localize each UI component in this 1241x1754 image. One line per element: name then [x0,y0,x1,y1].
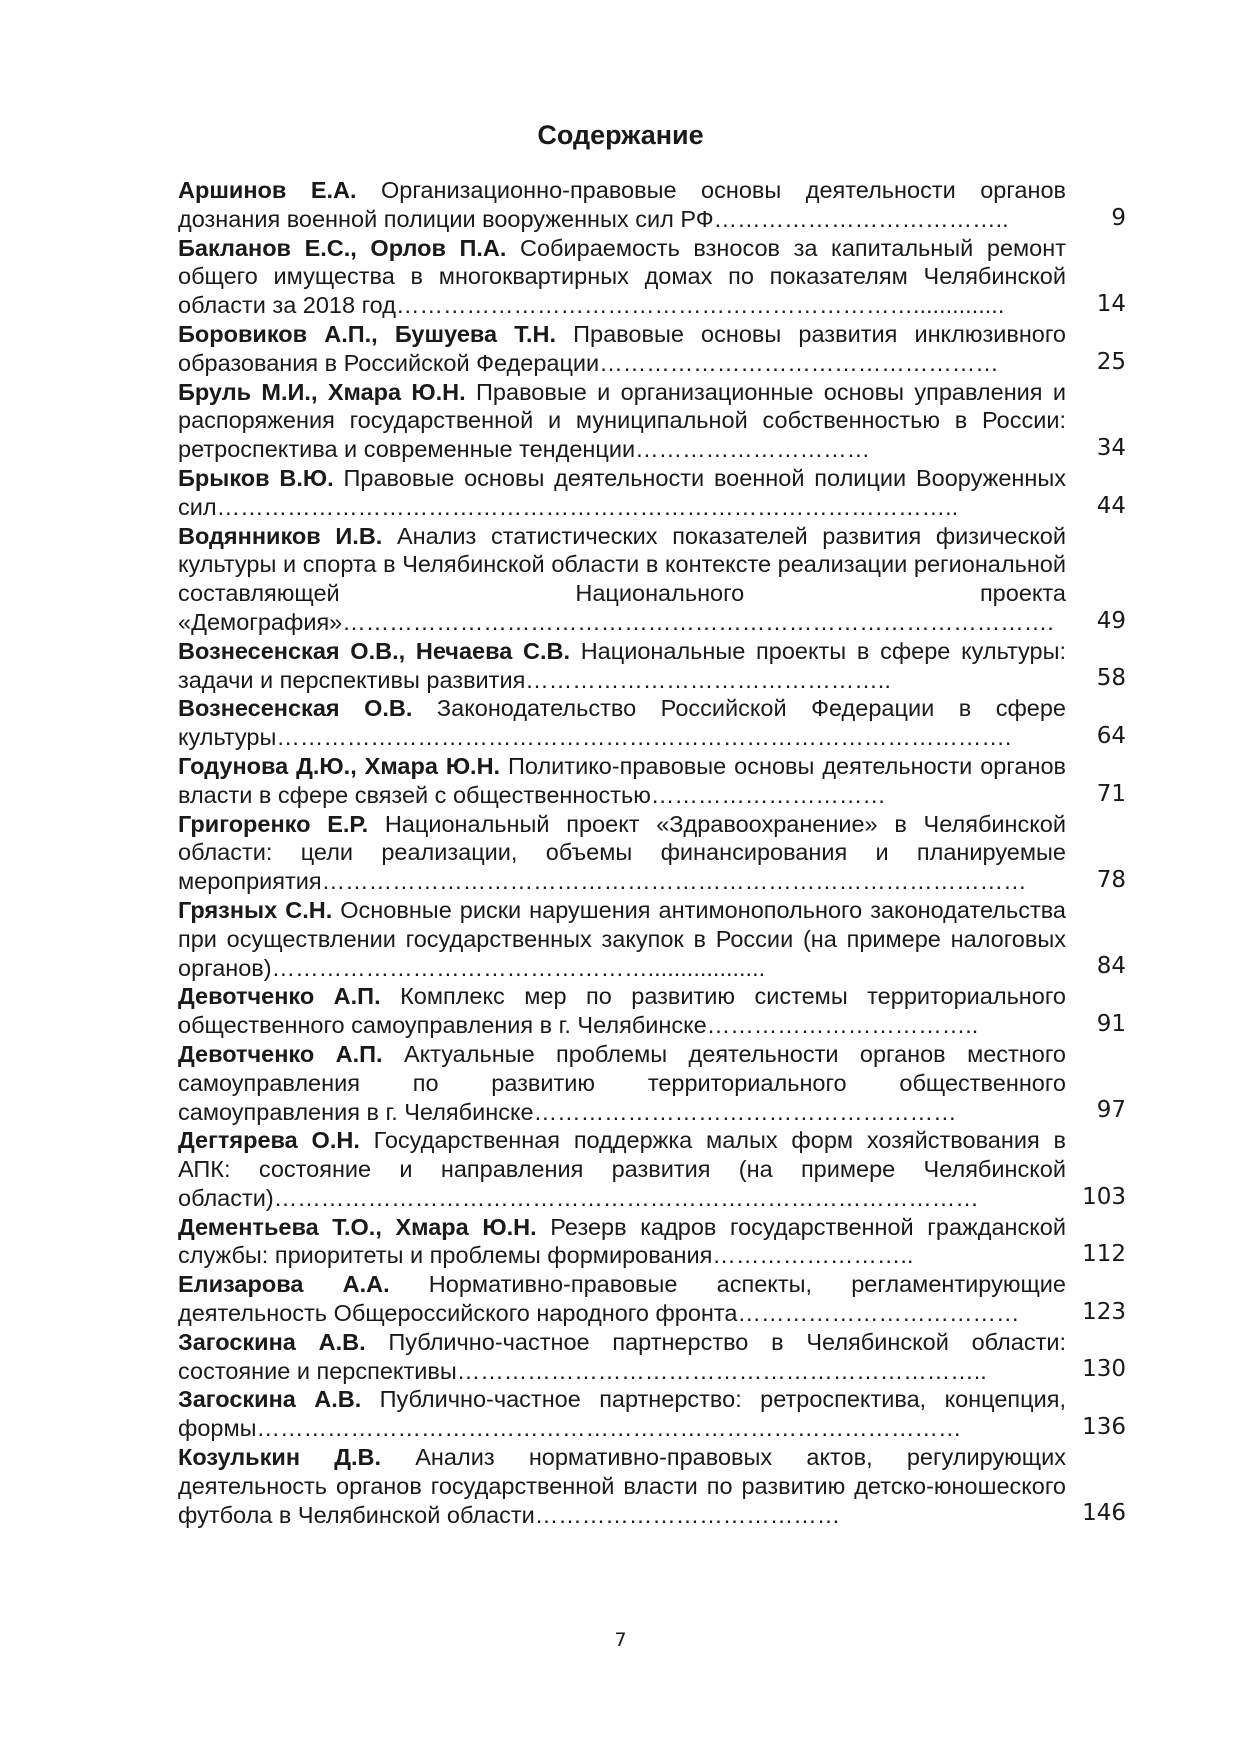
toc-entry-author: Бруль М.И., Хмара Ю.Н. [178,378,466,405]
toc-entry-leader-dots: …………………………….. [706,1012,979,1039]
toc-entry-leader-dots: ……………………………….. [713,205,1009,232]
toc-entry-text [178,234,1066,320]
toc-entry-page-number: 97 [1096,1097,1126,1124]
toc-entry-text [178,637,1066,695]
toc-entry [178,752,1126,810]
toc-entry-leader-dots: …………………….. [712,1242,914,1269]
toc-entry-author: Годунова Д.Ю., Хмара Ю.Н. [178,752,501,779]
toc-entry-leader-dots: ……………………………………………………………………………… [321,868,1027,895]
toc-entry-leader-dots: …………………………………………… [599,349,999,376]
toc-entry-text [178,1328,1066,1386]
table-of-contents [178,176,1126,1529]
toc-entry-title: Анализ нормативно-правовых актов, регулирующих деятельность органов государственной власти по развитию детско-юношеского футбола в Челябинской области [178,1444,1066,1528]
toc-entry-author: Вознесенская О.В. [178,695,413,722]
toc-entry-author: Грязных С.Н. [178,896,333,923]
toc-entry-author: Боровиков А.П., Бушуева Т.Н. [178,320,556,347]
toc-entry-leader-dots: …………………………………………………………………………………. [276,724,1012,751]
toc-entry-page-number: 44 [1096,492,1126,519]
toc-entry [178,1270,1126,1328]
toc-entry-page-number: 9 [1111,204,1126,231]
toc-entry-page-number: 14 [1096,290,1126,317]
toc-entry-title: Государственная поддержка малых форм хозяйствования в АПК: состояние и направления развития (на примере Челябинской области) [178,1127,1066,1211]
toc-entry-text [178,1270,1066,1328]
toc-entry-text [178,1443,1066,1529]
toc-entry [178,896,1126,982]
toc-entry-page-number: 64 [1096,722,1126,749]
toc-entry [178,1126,1126,1212]
toc-entry-page-number: 123 [1082,1298,1126,1325]
toc-entry-author: Дегтярева О.Н. [178,1127,360,1154]
toc-entry-author: Брыков В.Ю. [178,464,334,491]
toc-entry [178,176,1126,234]
toc-entry-text [178,176,1066,234]
toc-entry-text [178,752,1066,810]
toc-entry [178,234,1126,320]
toc-entry-title: Национальные проекты в сфере культуры: задачи и перспективы развития [178,637,1066,693]
toc-entry [178,522,1126,637]
toc-entry-leader-dots: ………………………………………….................. [271,954,766,981]
toc-entry-title: Правовые основы деятельности военной полиции Вооруженных сил [178,464,1066,520]
toc-entry-text [178,810,1066,896]
toc-entry-page-number: 103 [1082,1183,1126,1210]
toc-entry-leader-dots: ……………………………………………… [533,1098,957,1125]
toc-entry-title: Актуальные проблемы деятельности органов местного самоуправления по развитию территориального общественного самоуправления в г. Челябинске [178,1040,1066,1125]
toc-entry-author: Григоренко Е.Р. [178,810,369,837]
toc-entry-author: Козулькин Д.В. [178,1444,382,1471]
toc-entry-leader-dots: ………………………………………………………….. [456,1357,987,1384]
toc-entry-page-number: 25 [1096,348,1126,375]
toc-entry-text [178,464,1066,522]
toc-entry-title: Нормативно-правовые аспекты, регламентирующие деятельность Общероссийского народного фронта [178,1271,1066,1327]
toc-entry-title: Комплекс мер по развитию системы территориального общественного самоуправления в г. Челябинске [178,983,1066,1039]
toc-entry [178,982,1126,1040]
toc-entry [178,1385,1126,1443]
toc-entry [178,464,1126,522]
toc-entry-title: Публично-частное партнерство: ретроспектива, концепция, формы [178,1386,1066,1442]
toc-entry-title: Национальный проект «Здравоохранение» в Челябинской области: цели реализации, объемы финансирования и планируемые мероприятия [178,810,1067,895]
toc-entry [178,378,1126,464]
toc-entry-text [178,320,1066,378]
toc-entry-text [178,1213,1066,1271]
toc-entry [178,694,1126,752]
toc-entry-page-number: 34 [1096,434,1126,461]
toc-entry-author: Девотченко А.П. [178,983,381,1010]
toc-entry-title: Законодательство Российской Федерации в сфере культуры [178,695,1066,751]
toc-entry-author: Бакланов Е.С., Орлов П.А. [178,234,507,261]
toc-entry-leader-dots: ………………………………………………………………………………….. [216,493,959,520]
toc-entry-title: Собираемость взносов за капитальный ремонт общего имущества в многоквартирных домах по показателям Челябинской области за 2018 год [178,234,1066,319]
toc-entry-author: Водянников И.В. [178,522,383,549]
toc-entry-title: Правовые и организационные основы управления и распоряжения государственной и муниципальной собственностью в России: ретроспектива и современные тенденции [178,378,1066,463]
toc-entry-leader-dots: ………………………… [635,436,871,463]
toc-entry-text [178,1385,1066,1443]
toc-entry-author: Дементьева Т.О., Хмара Ю.Н. [178,1213,537,1240]
toc-entry-text [178,896,1066,982]
toc-entry [178,1328,1126,1386]
toc-entry-author: Девотченко А.П. [178,1040,383,1067]
toc-entry-leader-dots: ………………………………………………………….............. [395,292,1005,319]
toc-entry-page-number: 78 [1096,866,1126,893]
toc-entry [178,1443,1126,1529]
toc-entry [178,637,1126,695]
toc-entry-leader-dots: ……………………………… [737,1300,1020,1327]
toc-entry-page-number: 91 [1096,1010,1126,1037]
toc-entry-title: Основные риски нарушения антимонопольного законодательства при осуществлении государственных закупок в России (на примере налоговых органов) [178,896,1066,981]
toc-entry [178,320,1126,378]
toc-entry-author: Вознесенская О.В., Нечаева С.В. [178,637,570,664]
toc-entry [178,1040,1126,1126]
toc-entry-text [178,982,1066,1040]
toc-entry-author: Загоскина А.В. [178,1328,366,1355]
toc-entry-leader-dots: ………………………………… [534,1501,841,1528]
toc-entry-title: Резерв кадров государственной гражданской службы: приоритеты и проблемы формирования [178,1213,1066,1269]
toc-entry-author: Аршинов Е.А. [178,177,357,203]
toc-entry-page-number: 58 [1096,665,1126,692]
toc-entry-title: Анализ статистических показателей развития физической культуры и спорта в Челябинской области в контексте реализации региональной составляющей Национального проекта «Демография» [178,522,1066,635]
toc-entry-title: Организационно-правовые основы деятельности органов дознания военной полиции вооруженных сил РФ [178,177,1066,232]
toc-entry-title: Правовые основы развития инклюзивного образования в Российской Федерации [178,320,1066,376]
toc-entry-leader-dots: ………………………… [650,781,886,808]
page-title: Содержание [537,120,704,150]
toc-entry-page-number: 112 [1082,1241,1126,1268]
toc-entry-leader-dots: ………………………………………………………………………………. [342,608,1054,635]
toc-entry-author: Загоскина А.В. [178,1386,362,1413]
toc-entry-text [178,522,1066,637]
toc-entry-text [178,378,1066,464]
toc-entry-text [178,1126,1066,1212]
toc-entry-title: Политико-правовые основы деятельности органов власти в сфере связей с общественностью [178,752,1066,808]
toc-entry-text [178,694,1066,752]
toc-entry [178,1213,1126,1271]
toc-entry-page-number: 130 [1082,1356,1126,1383]
toc-entry-page-number: 136 [1082,1414,1126,1441]
toc-entry-leader-dots: ……………………………………………………………………………… [256,1415,962,1442]
toc-entry [178,810,1126,896]
toc-entry-title: Публично-частное партнерство в Челябинской области: состояние и перспективы [178,1328,1066,1384]
toc-entry-page-number: 84 [1096,953,1126,980]
toc-entry-page-number: 49 [1096,607,1126,634]
toc-entry-text [178,1040,1066,1126]
toc-entry-leader-dots: ……………………………………………………………………………… [273,1184,979,1211]
toc-entry-author: Елизарова А.А. [178,1271,390,1298]
toc-entry-page-number: 146 [1082,1500,1126,1527]
page-number-footer: 7 [614,1629,627,1651]
toc-entry-page-number: 71 [1096,780,1126,807]
toc-entry-leader-dots: ……………………………………….. [525,666,891,693]
